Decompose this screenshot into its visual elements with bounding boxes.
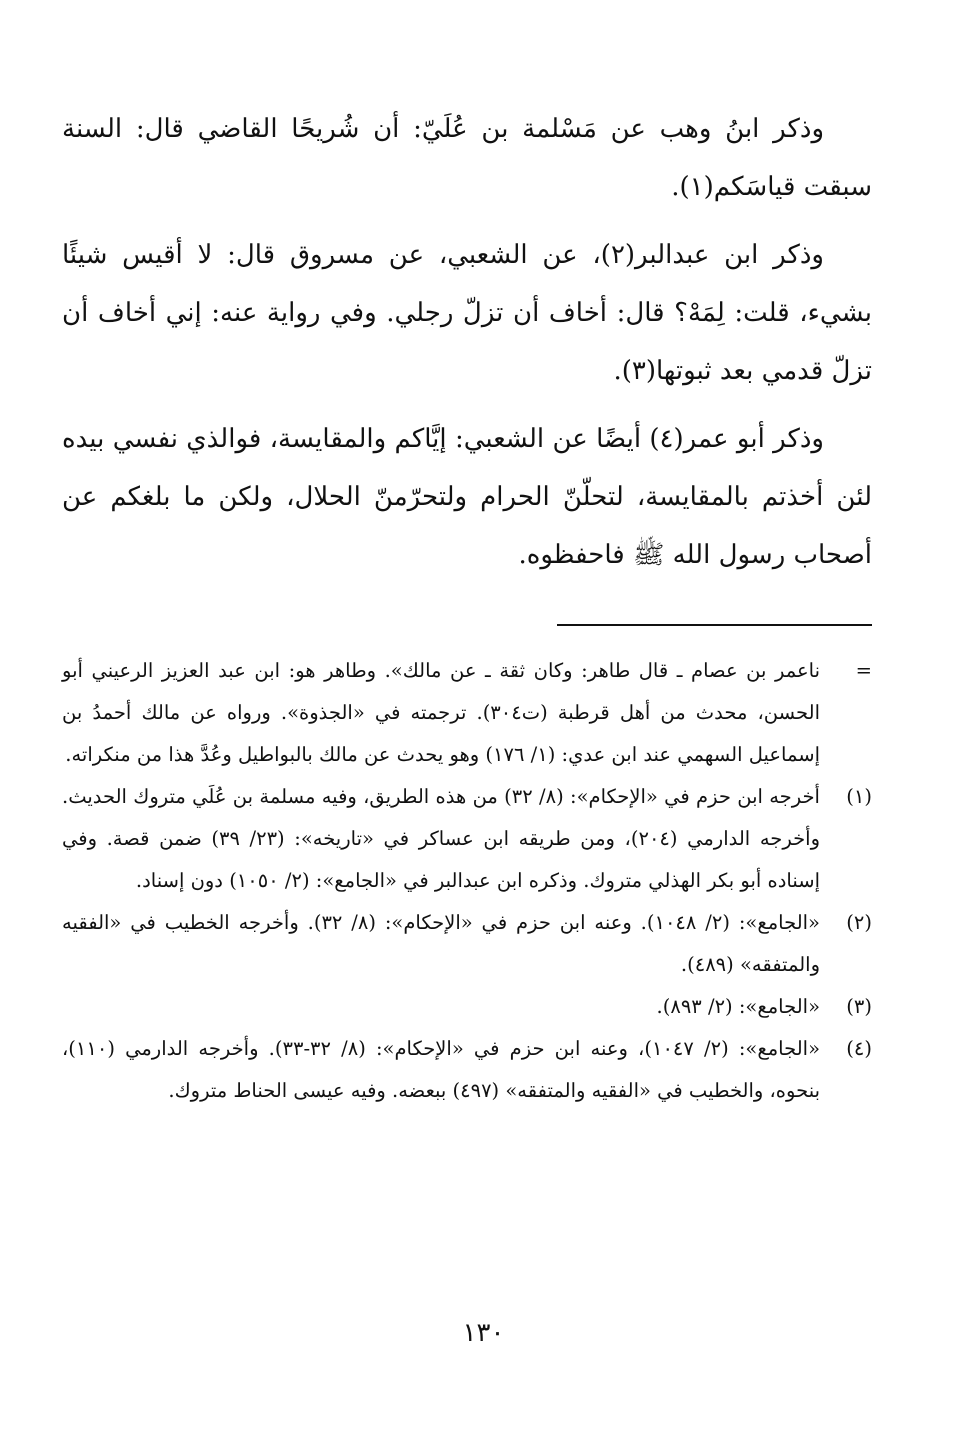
footnote-continuation — [62, 650, 872, 776]
paragraph-1: وذكر ابنُ وهب عن مَسْلمة بن عُلَيّ: أن شُريحًا القاضي قال: السنة سبقت قياسَكم(١). — [62, 114, 872, 202]
footnote-1 — [62, 776, 872, 902]
footnote-mark: (٤) — [846, 1037, 872, 1060]
page-number: ١٣٠ — [462, 1318, 505, 1348]
main-text — [62, 100, 872, 584]
footnote-text: ناعمر بن عصام ـ قال طاهر: وكان ثقة ـ عن مالك». وطاهر هو: ابن عبد العزيز الرعيني أبو الحسن، محدث من أهل قرطبة (ت٣٠٤). ترجمته في «الجذوة». ورواه عن مالك أحمدُ بن إسماعيل السهمي عند ابن عدي: (١/ ١٧٦) وهو يحدث عن مالك بالبواطيل وعُدَّ هذا من منكراته. — [62, 659, 820, 766]
paragraph-2: وذكر ابن عبدالبر(٢)، عن الشعبي، عن مسروق قال: لا أقيس شيئًا بشيء، قلت: لِمَهْ؟ قال: أخاف أن تزلّ رجلي. وفي رواية عنه: إني أخاف أن تزلّ قدمي بعد ثبوتها(٣). — [62, 240, 872, 386]
footnote-mark: (٢) — [846, 911, 872, 934]
footnote-mark: = — [855, 659, 872, 682]
footnote-text: أخرجه ابن حزم في «الإحكام»: (٨/ ٣٢) من هذه الطريق، وفيه مسلمة بن عُلَي متروك الحديث. وأخرجه الدارمي (٢٠٤)، ومن طريقه ابن عساكر في «تاريخه»: (٢٣/ ٣٩) ضمن قصة. وفي إسناده أبو بكر الهذلي متروك. وذكره ابن عبدالبر في «الجامع»: (٢/ ١٠٥٠) دون إسناد. — [62, 785, 820, 892]
paragraph-3: وذكر أبو عمر(٤) أيضًا عن الشعبي: إيَّاكم والمقايسة، فوالذي نفسي بيده لئن أخذتم بالمقايسة، لتحلّنّ الحرام ولتحرّمنّ الحلال، ولكن ما بلغكم عن أصحاب رسول الله ﷺ فاحفظوه. — [62, 424, 872, 570]
footnote-2 — [62, 902, 872, 986]
footnote-text: «الجامع»: (٢/ ١٠٤٧)، وعنه ابن حزم في «الإحكام»: (٨/ ٣٢-٣٣). وأخرجه الدارمي (١١٠)، بنحوه، والخطيب في «الفقيه والمتفقه» (٤٩٧) ببعضه. وفيه عيسى الحناط متروك. — [62, 1037, 820, 1102]
footnote-3 — [62, 986, 872, 1028]
footnote-4 — [62, 1028, 872, 1112]
footnote-text: «الجامع»: (٢/ ١٠٤٨). وعنه ابن حزم في «الإحكام»: (٨/ ٣٢). وأخرجه الخطيب في «الفقيه والمتفقه» (٤٨٩). — [62, 911, 820, 976]
footnote-separator — [557, 624, 872, 626]
footnote-mark: (٣) — [846, 995, 872, 1018]
footnote-text: «الجامع»: (٢/ ٨٩٣). — [656, 995, 820, 1018]
footnote-mark: (١) — [846, 785, 872, 808]
footnotes — [62, 650, 872, 1112]
